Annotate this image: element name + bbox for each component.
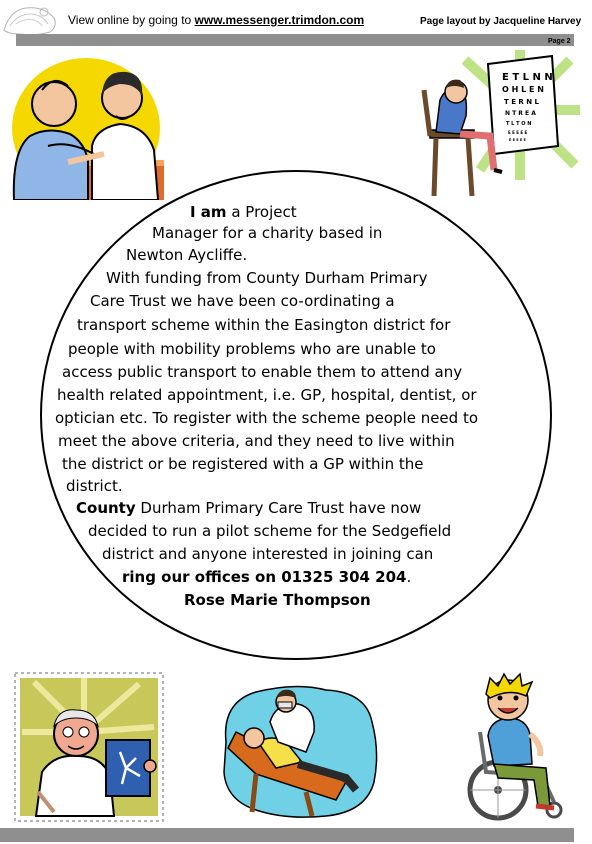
- article-line-text: .: [406, 568, 412, 586]
- article-line-bold: I am: [190, 203, 227, 221]
- article-line-text: Manager for a charity based in: [152, 224, 383, 242]
- footer-bar: [0, 828, 574, 842]
- article-line: [55, 409, 478, 428]
- doctor-patient-illustration: [8, 50, 164, 200]
- article-line: [152, 224, 382, 243]
- article-author: [184, 591, 371, 610]
- article-line-text: access public transport to enable them to attend any: [62, 363, 463, 381]
- article-line: [66, 477, 123, 496]
- article-line-text: optician etc. To register with the scheme people need to: [55, 409, 479, 427]
- article-contact-line: [122, 568, 411, 587]
- eye-chart-row: E E E E E: [508, 130, 528, 135]
- newsletter-logo: [0, 0, 60, 38]
- article-line: [106, 269, 427, 288]
- eye-test-illustration: [420, 50, 580, 200]
- article-line: [68, 340, 436, 359]
- article-line-text: meet the above criteria, and they need to live within: [58, 432, 455, 450]
- article-line-text: people with mobility problems who are unable to: [68, 340, 436, 358]
- article-line: [90, 292, 395, 311]
- view-online-notice: [68, 13, 364, 27]
- article-line-bold: County: [76, 499, 136, 517]
- article-line: [88, 522, 451, 541]
- article-line-text: With funding from County Durham Primary: [106, 269, 428, 287]
- article-line-bold: ring our offices on 01325 304 204: [122, 568, 407, 586]
- article-line: [62, 455, 424, 474]
- eye-chart-row: T E R N L: [504, 98, 540, 106]
- article-line-text: health related appointment, i.e. GP, hospital, dentist, or: [57, 386, 477, 404]
- article-line-text: Care Trust we have been co-ordinating a: [90, 292, 395, 310]
- article-line-text: Newton Aycliffe.: [126, 246, 248, 264]
- eye-chart-row: O H L E N: [502, 85, 544, 94]
- article-line-text: a Project: [226, 203, 297, 221]
- article-line: [77, 316, 450, 335]
- layout-credit: Page layout by Jacqueline Harvey: [420, 16, 582, 27]
- page-number: Page 2: [548, 38, 571, 45]
- article-line: [58, 432, 455, 451]
- article-line-text: district and anyone interested in joining can: [102, 545, 434, 563]
- website-link[interactable]: www.messenger.trimdon.com: [194, 13, 365, 27]
- eye-chart-row: E E E E E: [509, 138, 526, 142]
- article-line-bold: Rose Marie Thompson: [184, 591, 371, 609]
- article-line-text: Durham Primary Care Trust have now: [135, 499, 422, 517]
- article-line: [76, 499, 421, 518]
- header-bar: [16, 34, 574, 46]
- wheelchair-boy-illustration: [450, 672, 580, 822]
- doctor-xray-illustration: [14, 672, 164, 822]
- article-line: [57, 386, 477, 405]
- eye-chart-row: T L T O N: [506, 121, 532, 127]
- article-line: [190, 203, 297, 222]
- article-line: [102, 545, 433, 564]
- article-line-text: the district or be registered with a GP within the: [62, 455, 424, 473]
- article-line: [126, 246, 247, 265]
- article-line-text: transport scheme within the Easington district for: [77, 316, 451, 334]
- article-line-text: decided to run a pilot scheme for the Sedgefield: [88, 522, 452, 540]
- eye-chart-row: E T L N N: [502, 72, 553, 83]
- article-line: [62, 363, 462, 382]
- view-online-prefix: View online by going to: [68, 13, 195, 27]
- eye-chart-row: N T R E A: [505, 110, 536, 117]
- dentist-illustration: [216, 682, 382, 820]
- article-line-text: district.: [66, 477, 123, 495]
